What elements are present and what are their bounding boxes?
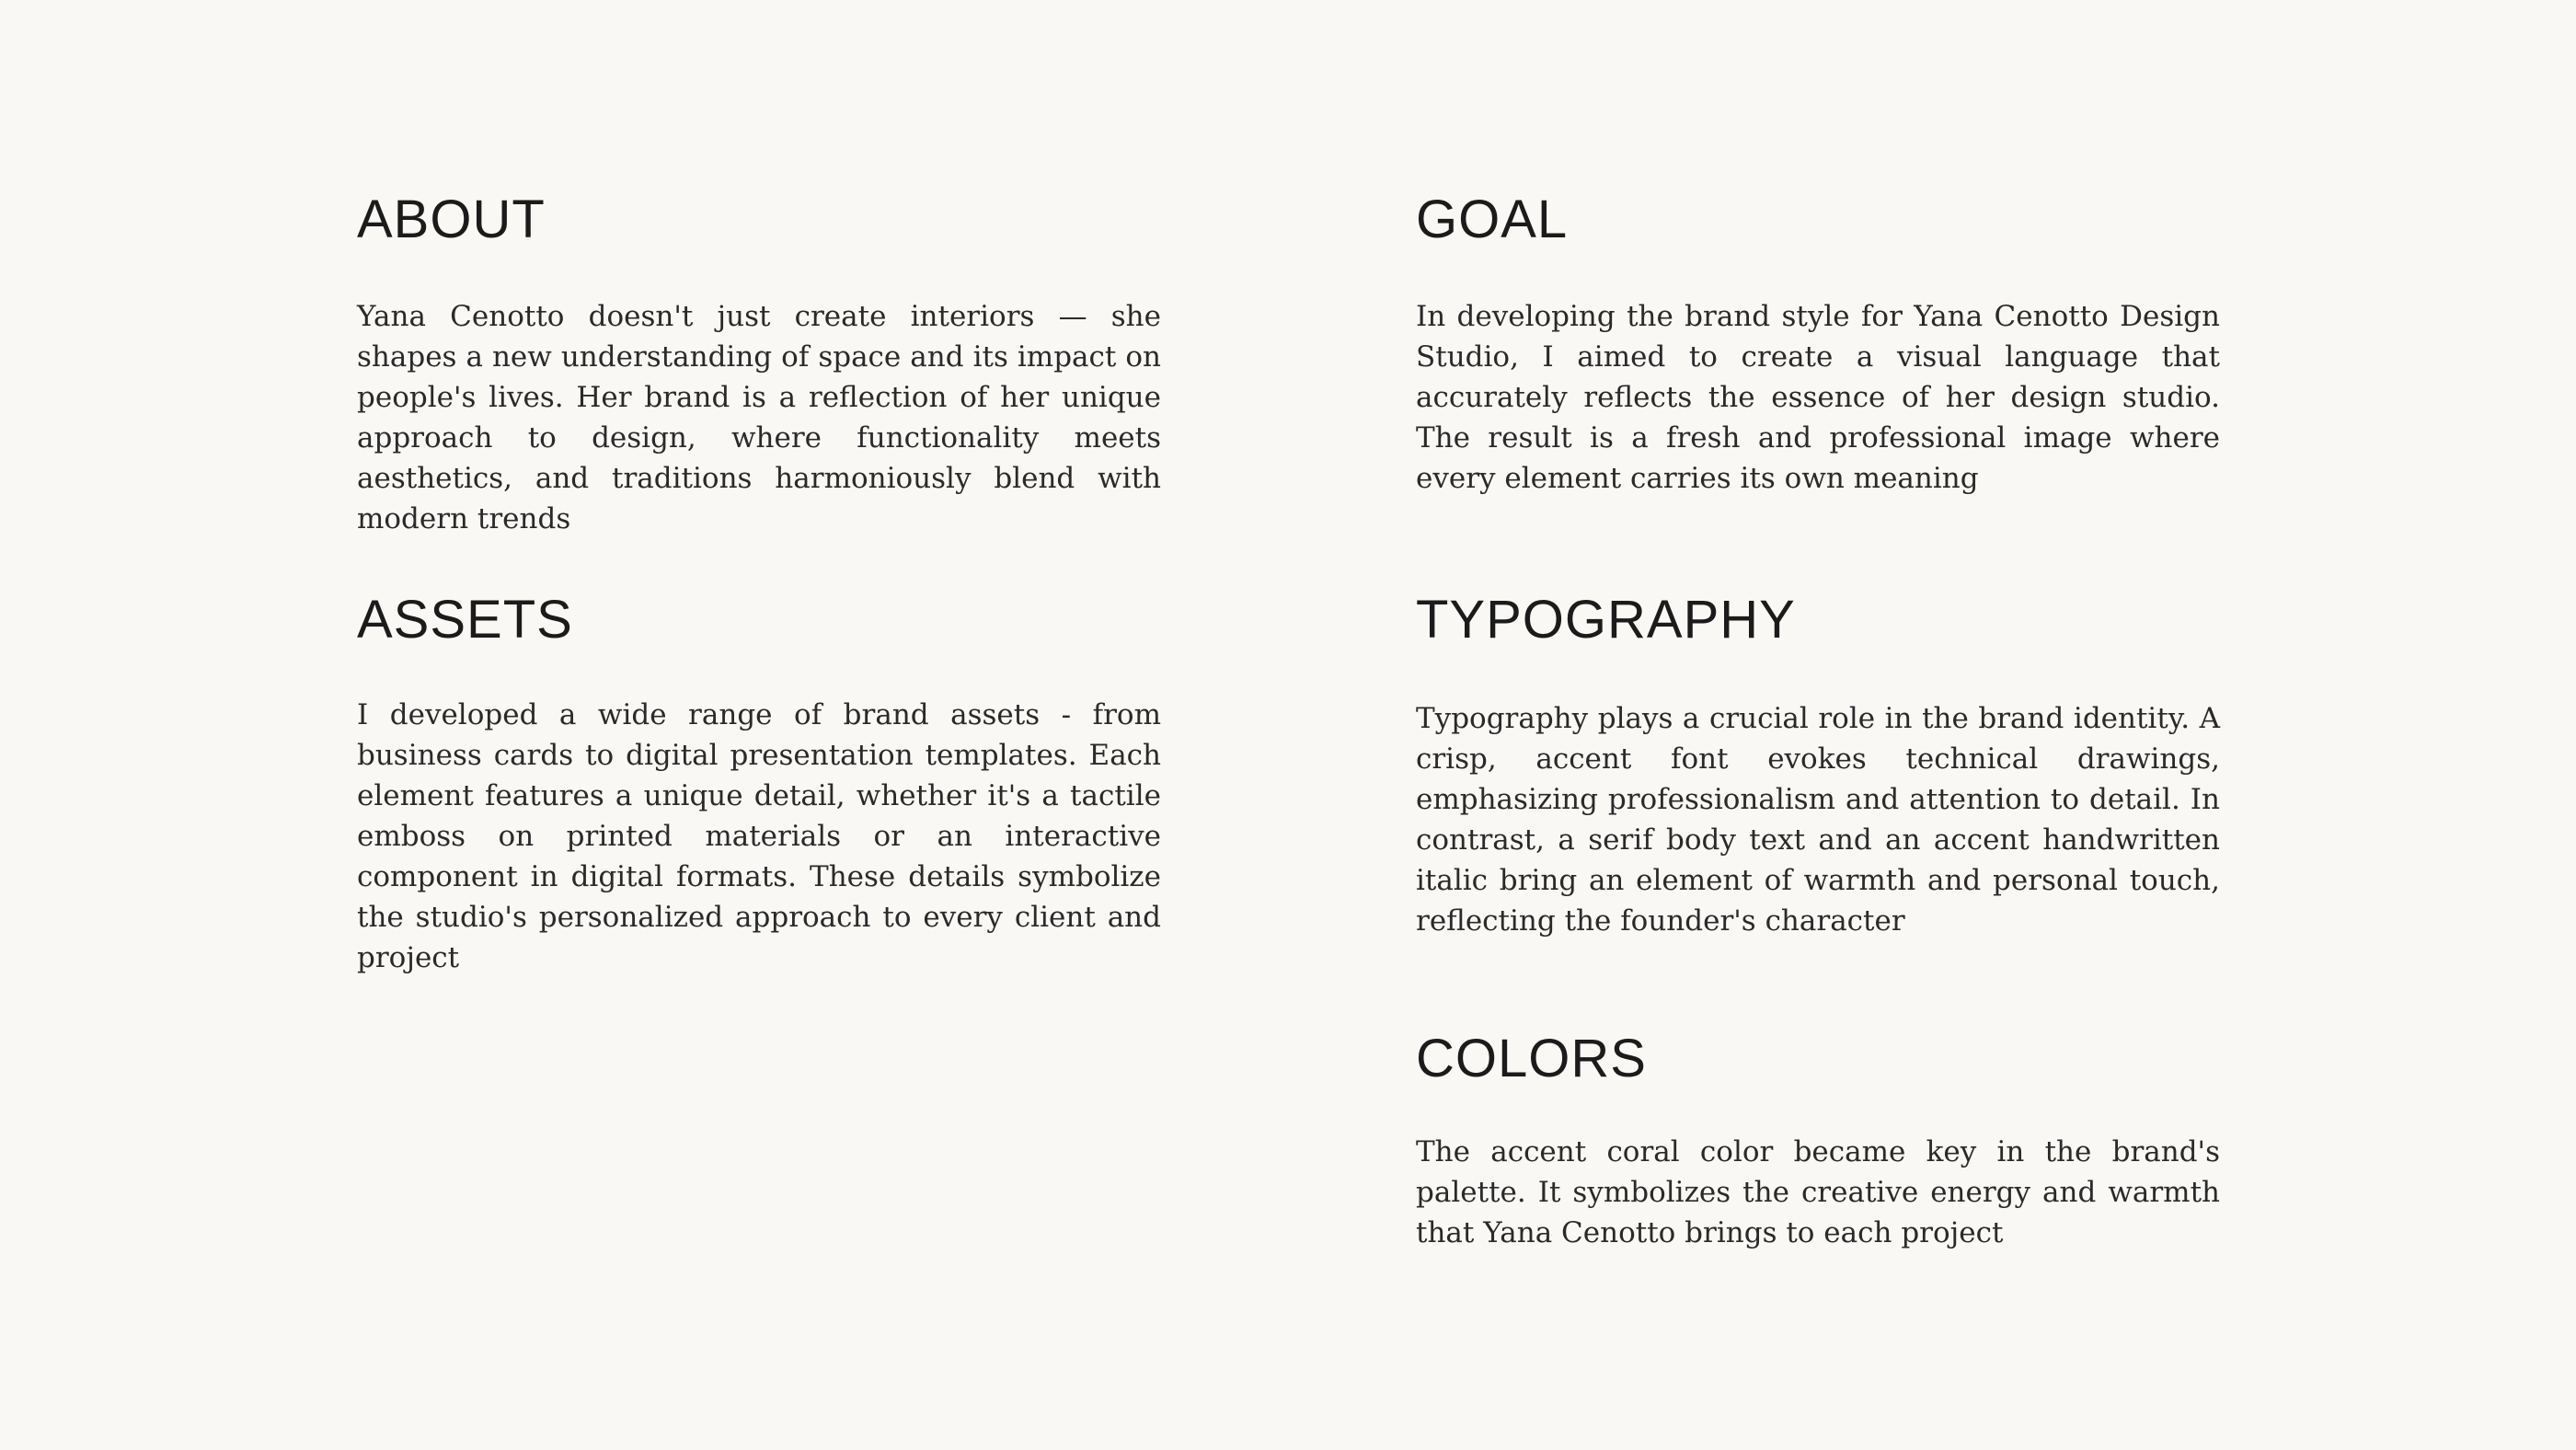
colors-section xyxy=(1416,1029,2220,1253)
about-text: Yana Cenotto doesn't just create interiors — she shapes a new understanding of space and its impact on people's lives. Her brand is a reflection of her unique approach to design, where functionality meets aesthetics, and traditions harmoniously blend with modern trends xyxy=(357,300,1161,535)
about-heading: ABOUT xyxy=(357,190,546,249)
goal-section xyxy=(1416,190,2220,499)
typography-section xyxy=(1416,590,2220,941)
colors-text: The accent coral color became key in the brand's palette. It symbolizes the creative energy and warmth that Yana Cenotto brings to each project xyxy=(1416,1135,2220,1249)
typography-text: Typography plays a crucial role in the brand identity. A crisp, accent font evokes technical drawings, emphasizing professionalism and attention to detail. In contrast, a serif body text and an accent handwritten italic bring an element of warmth and personal touch, reflecting the founder's character xyxy=(1416,702,2220,938)
colors-heading: COLORS xyxy=(1416,1029,1647,1088)
assets-heading: ASSETS xyxy=(357,590,573,650)
assets-text: I developed a wide range of brand assets - from business cards to digital presentation templates. Each element features a unique detail, whether it's a tactile emboss on printed materials or an interactive component in digital formats. These details symbolize the studio's personalized approach to every client and project xyxy=(357,698,1161,974)
about-section xyxy=(357,190,1161,539)
goal-text: In developing the brand style for Yana Cenotto Design Studio, I aimed to create a visual language that accurately reflects the essence of her design studio. The result is a fresh and professional image where every element carries its own meaning xyxy=(1416,300,2220,495)
assets-section xyxy=(357,590,1161,978)
typography-heading: TYPOGRAPHY xyxy=(1416,590,1796,650)
goal-heading: GOAL xyxy=(1416,190,1569,249)
